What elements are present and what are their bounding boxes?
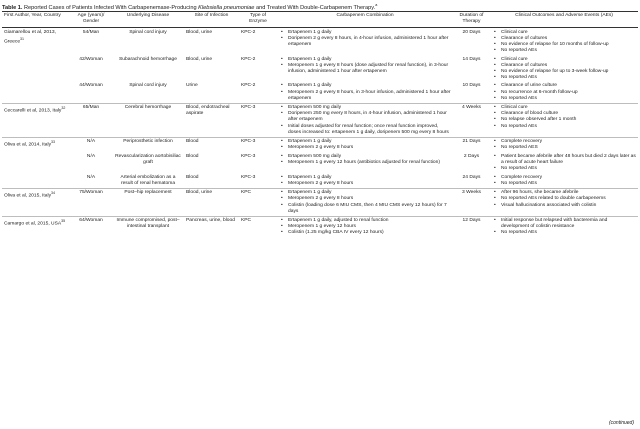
- cell-disease: [112, 28, 184, 55]
- bullet-item: • Ertapenem 500 mg daily: [279, 154, 451, 160]
- bullet-item: • Clinical cure: [492, 57, 636, 63]
- cell-author: [2, 188, 70, 216]
- bullet-item: • No evidence of relapse for 10 months of follow-up: [492, 42, 636, 48]
- cell-disease: [112, 82, 184, 103]
- cell-duration-text: 12 Days: [462, 218, 481, 224]
- cell-duration: [453, 55, 490, 82]
- cell-age: [70, 103, 112, 137]
- cell-site: [184, 28, 239, 55]
- bullet-item: • Visual hallucinations associated with colistin: [492, 203, 636, 209]
- cell-outcomes: [490, 28, 638, 55]
- cell-author-text: Giamarellou et al, 2013, Greece: [4, 29, 56, 45]
- table-row: [2, 28, 638, 55]
- cell-duration-text: 14 Days: [462, 56, 481, 62]
- cell-author: [2, 152, 70, 173]
- cell-site-text: Urine: [186, 83, 198, 89]
- cell-duration: [453, 137, 490, 152]
- cell-age-text: 42/Woman: [79, 56, 103, 62]
- table-row: [2, 137, 638, 152]
- cell-disease-text: Arterial embolization as a result of renal hematoma: [120, 174, 176, 186]
- cell-age-text: 75/Woman: [79, 190, 103, 196]
- cell-site-text: Blood, urine: [186, 29, 213, 35]
- bullet-item: • Clearance of cultures: [492, 36, 636, 42]
- cell-enzyme: [239, 137, 277, 152]
- cell-outcomes: [490, 137, 638, 152]
- cell-disease-text: Post–hip replacement: [124, 190, 172, 196]
- cell-enzyme: [239, 152, 277, 173]
- cell-outcomes: [490, 188, 638, 216]
- cell-author: [2, 28, 70, 55]
- cell-disease-text: Periprosthetic infection: [123, 139, 173, 145]
- cell-outcomes: [490, 152, 638, 173]
- cell-site: [184, 188, 239, 216]
- table-row: [2, 152, 638, 173]
- header-row: [2, 12, 638, 28]
- cell-combination: [277, 173, 453, 188]
- bullet-item: • Clearance of urine culture: [492, 83, 636, 89]
- cell-disease: [112, 152, 184, 173]
- cell-duration-text: 24 Days: [462, 174, 481, 180]
- cell-disease-text: Immune compromised, post–intestinal transplant: [116, 218, 180, 230]
- cell-author: [2, 82, 70, 103]
- header-author: First Author, Year, Country: [2, 12, 70, 28]
- caption-footnote-mark: a: [375, 3, 378, 7]
- caption-text-2: and Treated With Double-Carbapenem Therapy.: [255, 4, 376, 11]
- cell-site: [184, 82, 239, 103]
- bullet-item: • No reported AEs: [492, 124, 636, 130]
- continued-note: (continued): [608, 420, 634, 426]
- table-row: [2, 216, 638, 237]
- bullet-item: • No reported AEs: [492, 181, 636, 187]
- cell-outcomes: [490, 173, 638, 188]
- cell-duration: [453, 28, 490, 55]
- cell-author: [2, 173, 70, 188]
- cell-disease: [112, 103, 184, 137]
- cell-disease-text: Spinal cord injury: [129, 83, 167, 89]
- cell-site: [184, 152, 239, 173]
- reference-number: 31: [20, 36, 25, 41]
- cell-disease: [112, 55, 184, 82]
- cell-enzyme: [239, 188, 277, 216]
- bullet-item: • Ertapenem 1 g daily: [279, 83, 451, 89]
- bullet-item: • Meropenem 2 g every 8 hours, in 3-hour infusion, administered 1 hour after ertapenem: [279, 90, 451, 102]
- reference-number: 33: [51, 140, 56, 145]
- header-enzyme: Type of Enzyme: [239, 12, 277, 28]
- cell-duration-text: 20 Days: [462, 29, 481, 35]
- reference-number: 35: [61, 219, 66, 224]
- cell-duration-text: 3 Weeks: [462, 190, 481, 196]
- bullet-item: • Meropenem 1 g every 8 hours (dose adjusted for renal function), in 3-hour infusion, administered 1 hour after ertapenem: [279, 63, 451, 75]
- cell-enzyme-text: KPC-3: [241, 139, 256, 145]
- reference-number: 32: [61, 106, 66, 111]
- bullet-item: • Initial doses adjusted for renal function; once renal function improved, doses increased to: ertapenem 1 g daily, doripenem 500 mg every 8 hours: [279, 124, 451, 136]
- cell-age: [70, 137, 112, 152]
- cell-duration: [453, 188, 490, 216]
- bullet-item: • Initial response but relapsed with bacteremia and development of colistin resistance: [492, 218, 636, 230]
- cell-site-text: Blood: [186, 139, 199, 145]
- cell-author-text: Oliva et al, 2015, Italy: [4, 193, 52, 199]
- cell-enzyme-text: KPC-2: [241, 56, 256, 62]
- cell-age: [70, 55, 112, 82]
- header-duration: Duration of Therapy: [453, 12, 490, 28]
- cell-age-text: N/A: [86, 174, 96, 180]
- cell-disease: [112, 188, 184, 216]
- bullet-item: • No reported AES: [492, 145, 636, 151]
- bullet-item: • No reported AEs: [492, 48, 636, 54]
- bullet-item: • Clinical cure: [492, 105, 636, 111]
- cell-enzyme: [239, 82, 277, 103]
- bullet-item: • No recurrence at 6-month follow-up: [492, 90, 636, 96]
- table-row: [2, 188, 638, 216]
- cell-site-text: Blood: [186, 174, 199, 180]
- cell-site: [184, 173, 239, 188]
- bullet-item: • Clinical cure: [492, 30, 636, 36]
- table-number: Table 1.: [2, 4, 23, 11]
- cell-enzyme: [239, 28, 277, 55]
- cell-combination: [277, 152, 453, 173]
- cell-age-text: 64/Woman: [79, 218, 103, 224]
- bullet-item: • Ertapenem 1 g daily: [279, 139, 451, 145]
- cell-author-text: Oliva et al, 2014, Italy: [4, 142, 52, 148]
- cell-combination: [277, 103, 453, 137]
- bullet-item: • No reported AEs related to double carbapenems: [492, 196, 636, 202]
- cell-age-text: 44/Woman: [79, 83, 103, 89]
- cell-age: [70, 173, 112, 188]
- cell-author-text: Ceccarelli et al, 2013, Italy: [4, 108, 62, 114]
- bullet-item: • Doripenem 2 g every 8 hours, in 4-hour infusion, administered 1 hour after ertapenem: [279, 36, 451, 48]
- cell-enzyme: [239, 173, 277, 188]
- bullet-item: • Ertapenem 1 g daily, adjusted to renal function: [279, 218, 451, 224]
- bullet-item: • Meropenem 2 g every 8 hours: [279, 181, 451, 187]
- cell-disease: [112, 216, 184, 237]
- cell-author-text: Camargo et al, 2015, USA: [4, 221, 62, 227]
- header-combination: Carbapenem Combination: [277, 12, 453, 28]
- caption-organism: Klebsiella pneumoniae: [198, 4, 255, 11]
- cell-disease: [112, 137, 184, 152]
- cell-combination: [277, 216, 453, 237]
- bullet-item: • Complete recovery: [492, 175, 636, 181]
- bullet-item: • Ertapenem 1 g daily: [279, 57, 451, 63]
- bullet-item: • Colistin (1.25 mg/kg CBA IV every 12 hours): [279, 230, 451, 236]
- cell-combination: [277, 28, 453, 55]
- cell-site-text: Blood, endotracheal aspirate: [186, 105, 230, 117]
- bullet-item: • No reported AEs: [492, 96, 636, 102]
- cell-site-text: Blood, urine: [186, 190, 213, 196]
- cell-duration-text: 2 Days: [463, 153, 480, 159]
- cell-age-text: 54/Man: [82, 29, 100, 35]
- table-row: [2, 103, 638, 137]
- bullet-item: • Meropenem 2 g every 8 hours: [279, 196, 451, 202]
- table-body: [2, 28, 638, 238]
- bullet-item: • Doripenem 250 mg every 8 hours, in 4-hour infusion, administered 1 hour after ertapenem: [279, 111, 451, 123]
- cell-enzyme-text: KPC: [241, 190, 252, 196]
- cell-outcomes: [490, 82, 638, 103]
- cell-enzyme-text: KPC-2: [241, 83, 256, 89]
- cell-duration-text: 4 Weeks: [462, 105, 481, 111]
- cell-age: [70, 188, 112, 216]
- cell-site: [184, 55, 239, 82]
- bullet-item: • Patient became afebrile after 48 hours but died 2 days later as a result of acute heart failure: [492, 154, 636, 166]
- header-site: Site of Infection: [184, 12, 239, 28]
- cell-enzyme-text: KPC-2: [241, 29, 256, 35]
- cell-duration: [453, 173, 490, 188]
- cell-age-text: N/A: [86, 139, 96, 145]
- cell-site: [184, 103, 239, 137]
- cell-enzyme-text: KPC-3: [241, 105, 256, 111]
- cell-duration: [453, 82, 490, 103]
- table-row: [2, 82, 638, 103]
- bullet-item: • No reported AEs: [492, 166, 636, 172]
- cell-age-text: N/A: [86, 153, 96, 159]
- cell-site-text: Blood, urine: [186, 56, 213, 62]
- cases-table: [2, 11, 638, 238]
- cell-disease-text: Spinal cord injury: [129, 29, 167, 35]
- cell-disease: [112, 173, 184, 188]
- bullet-item: • Meropenem 1 g every 12 hours: [279, 224, 451, 230]
- cell-age: [70, 216, 112, 237]
- cell-duration: [453, 152, 490, 173]
- cell-site: [184, 137, 239, 152]
- header-outcomes: Clinical Outcomes and Adverse Events (AEs): [490, 12, 638, 28]
- bullet-item: • No evidence of relapse for up to 3-week follow-up: [492, 69, 636, 75]
- cell-duration-text: 10 Days: [462, 83, 481, 89]
- cell-site-text: Pancreas, urine, blood: [186, 218, 235, 224]
- cell-enzyme: [239, 55, 277, 82]
- cell-author: [2, 137, 70, 152]
- header-disease: Underlying Disease: [112, 12, 184, 28]
- cell-enzyme-text: KPC: [241, 218, 252, 224]
- cell-site: [184, 216, 239, 237]
- bullet-item: • Ertapenem 1 g daily: [279, 190, 451, 196]
- cell-author: [2, 55, 70, 82]
- bullet-item: • Complete recovery: [492, 139, 636, 145]
- cell-outcomes: [490, 55, 638, 82]
- bullet-item: • After 96 hours, she became afebrile: [492, 190, 636, 196]
- cell-outcomes: [490, 216, 638, 237]
- cell-duration: [453, 103, 490, 137]
- cell-enzyme: [239, 216, 277, 237]
- bullet-item: • Ertapenem 1 g daily: [279, 30, 451, 36]
- cell-author: [2, 103, 70, 137]
- cell-age-text: 65/Man: [82, 105, 100, 111]
- cell-enzyme-text: KPC-3: [241, 174, 256, 180]
- cell-outcomes: [490, 103, 638, 137]
- cell-duration: [453, 216, 490, 237]
- caption-text-1: Reported Cases of Patients Infected With Carbapenemase-Producing: [23, 4, 197, 11]
- bullet-item: • No reported AEs: [492, 230, 636, 236]
- bullet-item: • Meropenem 1 g every 12 hours (antibiotics adjusted for renal function): [279, 160, 451, 166]
- table-row: [2, 173, 638, 188]
- bullet-item: • Ertapenem 500 mg daily: [279, 105, 451, 111]
- cell-combination: [277, 137, 453, 152]
- cell-age: [70, 28, 112, 55]
- header-age: Age (years)/ Gender: [70, 12, 112, 28]
- bullet-item: • No relapse observed after 1 month: [492, 117, 636, 123]
- reference-number: 34: [51, 191, 56, 196]
- bullet-item: • No reported AEs: [492, 75, 636, 81]
- bullet-item: • Meropenem 2 g every 8 hours: [279, 145, 451, 151]
- bullet-item: • Clearance of blood culture: [492, 111, 636, 117]
- bullet-item: • Colistin (loading dose 6 MIU CMS, then 4 MIU CMS every 12 hours) for 7 days: [279, 203, 451, 215]
- cell-disease-text: Subarachnoid hemorrhage: [119, 56, 177, 62]
- cell-age: [70, 152, 112, 173]
- bullet-item: • Ertapenem 1 g daily: [279, 175, 451, 181]
- cell-combination: [277, 55, 453, 82]
- cell-site-text: Blood: [186, 153, 199, 159]
- cell-age: [70, 82, 112, 103]
- cell-disease-text: Revascularization aortobisiliac graft: [115, 153, 181, 165]
- cell-combination: [277, 188, 453, 216]
- cell-combination: [277, 82, 453, 103]
- table-row: [2, 55, 638, 82]
- cell-enzyme-text: KPC-3: [241, 153, 256, 159]
- cell-author: [2, 216, 70, 237]
- cell-duration-text: 21 Days: [462, 139, 481, 145]
- cell-enzyme: [239, 103, 277, 137]
- cell-disease-text: Cerebral hemorrhage: [124, 105, 172, 111]
- bullet-item: • Clearance of cultures: [492, 63, 636, 69]
